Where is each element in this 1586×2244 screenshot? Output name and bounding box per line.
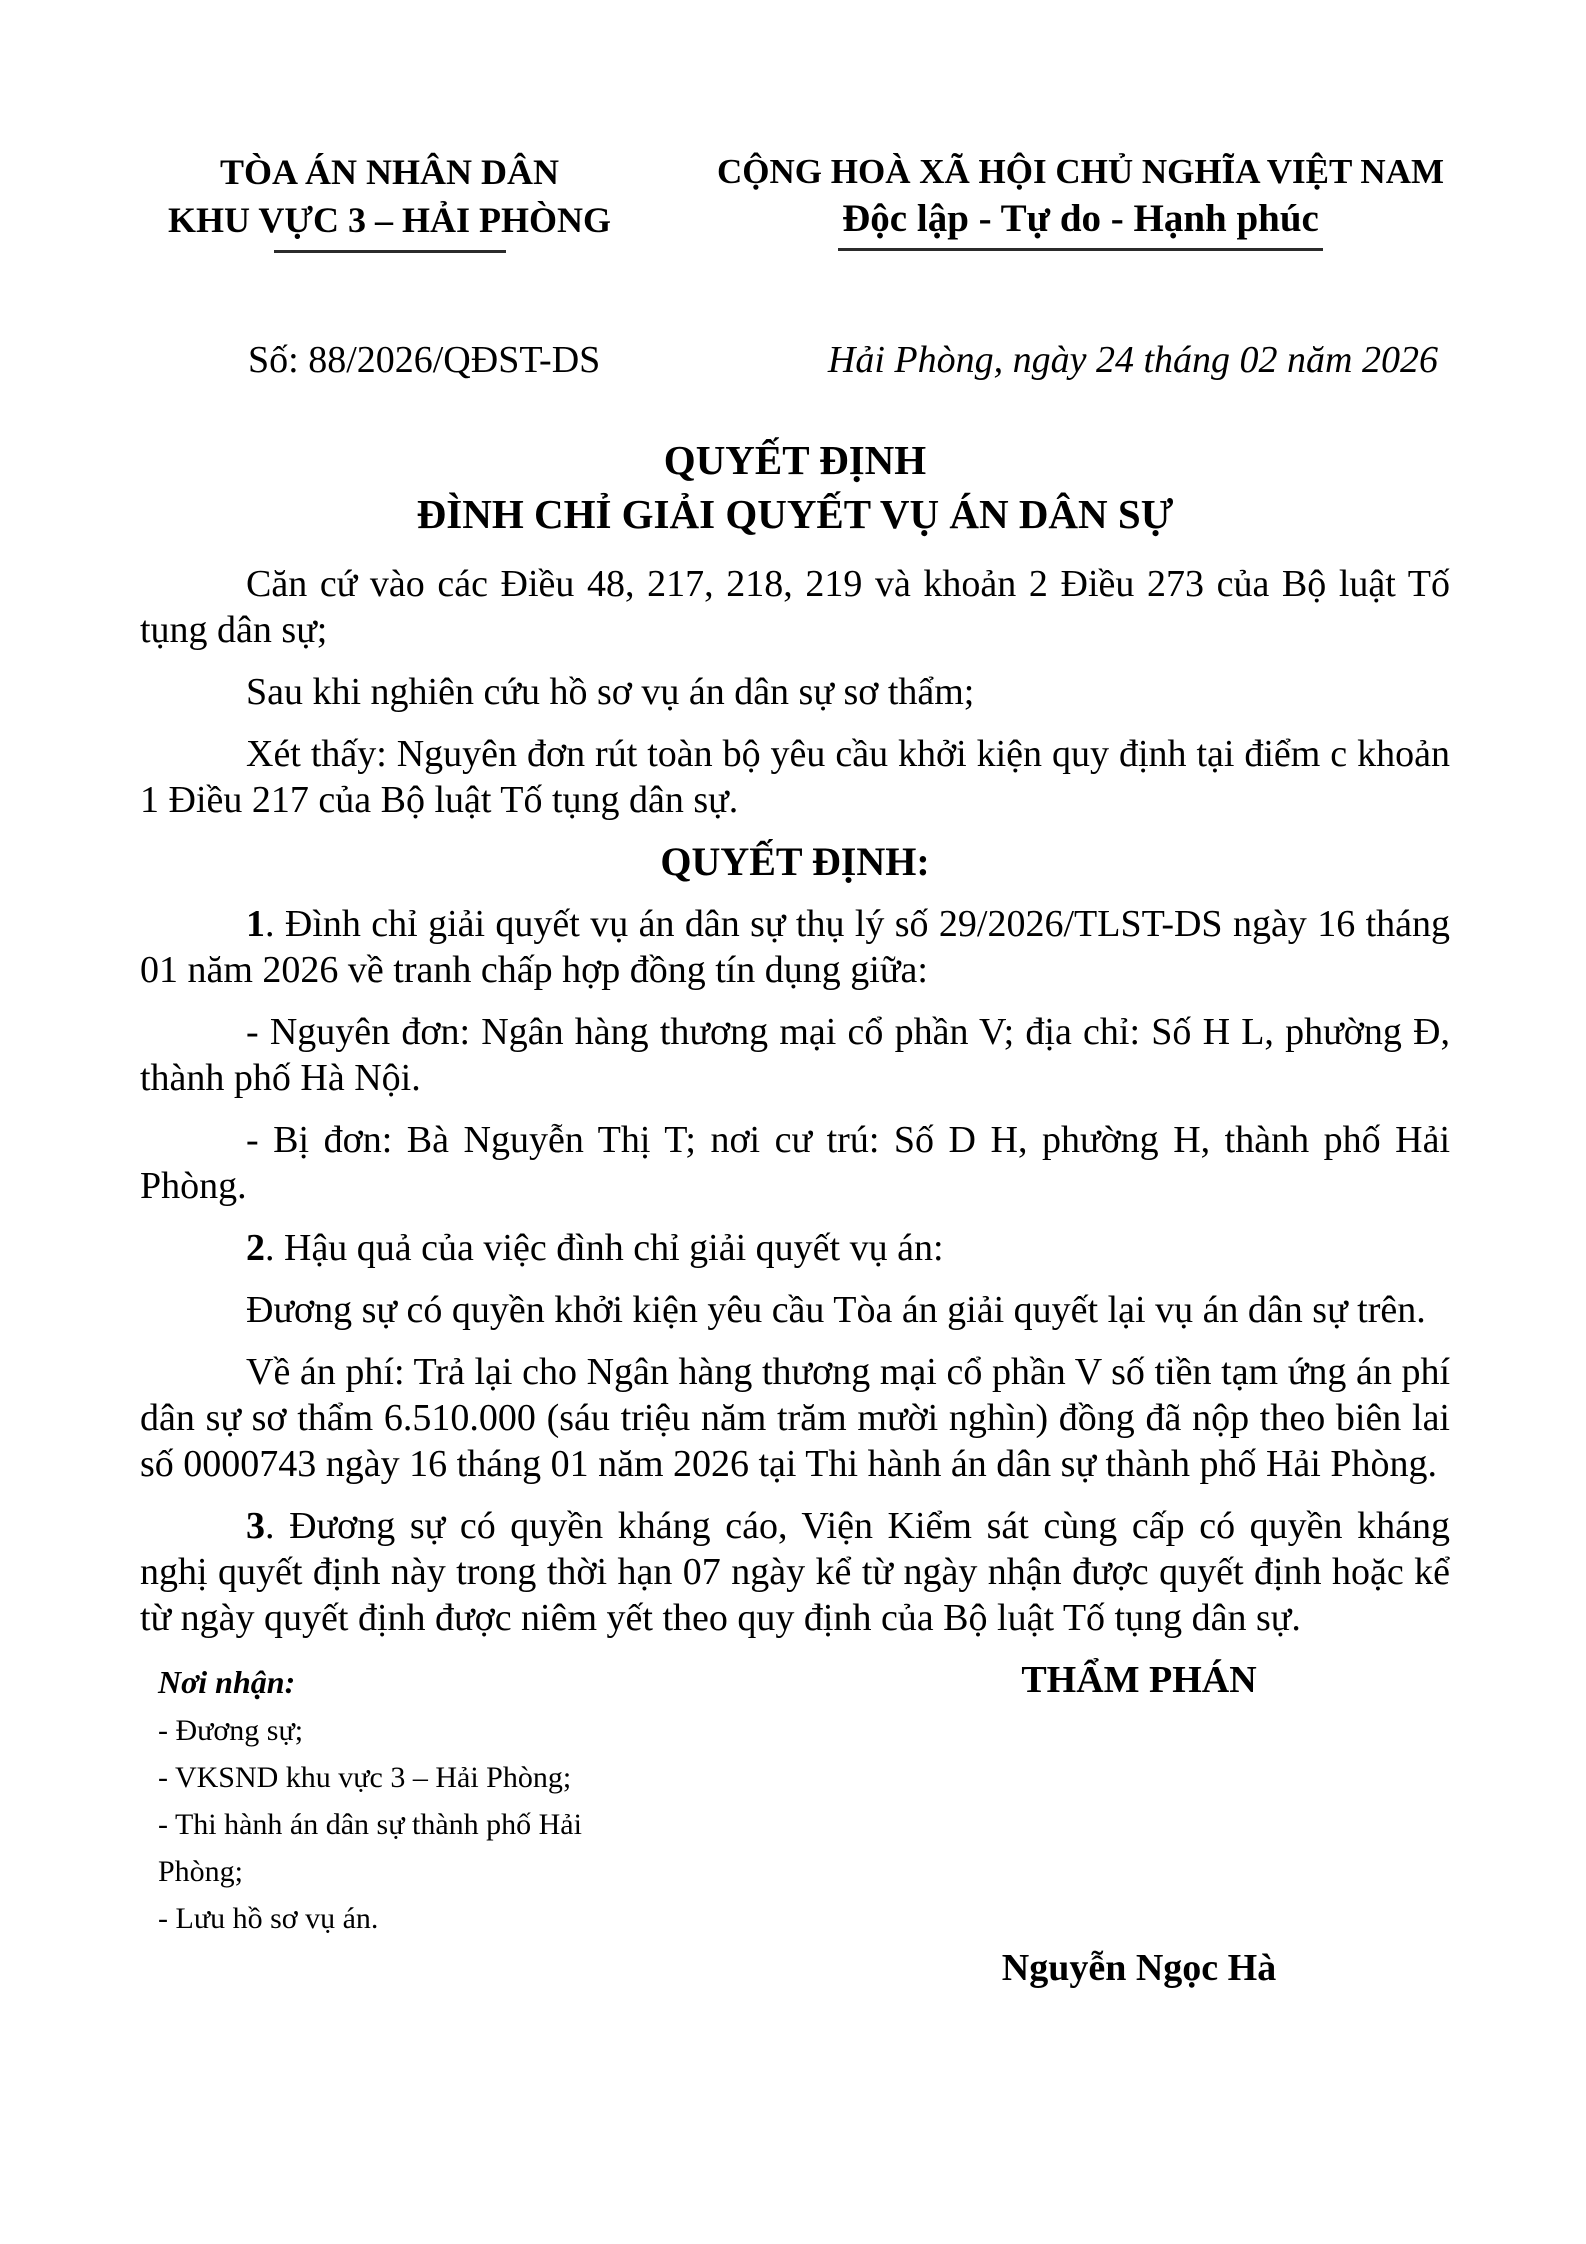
article-number: 2 bbox=[246, 1227, 265, 1269]
defendant-paragraph bbox=[140, 1117, 1450, 1209]
meta-row bbox=[140, 337, 1450, 383]
article-paragraph-1 bbox=[140, 901, 1450, 993]
article-text: . Đương sự có quyền kháng cáo, Viện Kiểm sát cùng cấp có quyền kháng nghị quyết định này trong thời hạn 07 ngày kể từ ngày nhận được quyết định hoặc kể từ ngày quyết định được niêm yết theo quy định của Bộ luật Tố tụng dân sự. bbox=[140, 1505, 1450, 1639]
recipient-item: - Lưu hồ sơ vụ án. bbox=[158, 1902, 379, 1935]
signature-block bbox=[828, 1657, 1450, 1991]
recipient-item: - Thi hành án dân sự thành phố Hải Phòng; bbox=[158, 1808, 582, 1888]
document-title bbox=[140, 433, 1450, 541]
court-name-line2: KHU VỰC 3 – HẢI PHÒNG bbox=[168, 200, 612, 240]
court-name-underline bbox=[274, 250, 506, 253]
consequence-paragraph bbox=[140, 1287, 1450, 1333]
court-fee-paragraph bbox=[140, 1349, 1450, 1487]
article-text: Đương sự có quyền khởi kiện yêu cầu Tòa án giải quyết lại vụ án dân sự trên. bbox=[246, 1289, 1426, 1331]
issuing-court-block bbox=[168, 148, 611, 253]
article-number: 1 bbox=[246, 903, 265, 945]
national-motto-block bbox=[717, 148, 1444, 251]
plaintiff-paragraph bbox=[140, 1009, 1450, 1101]
article-text: . Đình chỉ giải quyết vụ án dân sự thụ lý số 29/2026/TLST-DS ngày 16 tháng 01 năm 2026 về tranh chấp hợp đồng tín dụng giữa: bbox=[140, 903, 1450, 991]
title-line2: ĐÌNH CHỈ GIẢI QUYẾT VỤ ÁN DÂN SỰ bbox=[416, 491, 1174, 537]
article-paragraph-2 bbox=[140, 1225, 1450, 1271]
article-text: . Hậu quả của việc đình chỉ giải quyết vụ án: bbox=[265, 1227, 944, 1269]
recipient-item: - Đương sự; bbox=[158, 1714, 304, 1747]
article-number: 3 bbox=[246, 1505, 265, 1547]
recipients-label: Nơi nhận: bbox=[158, 1664, 296, 1700]
article-paragraph-3 bbox=[140, 1503, 1450, 1641]
document-header bbox=[140, 148, 1450, 253]
document-body bbox=[140, 561, 1450, 1641]
preamble-paragraph: Xét thấy: Nguyên đơn rút toàn bộ yêu cầu khởi kiện quy định tại điểm c khoản 1 Điều 217 của Bộ luật Tố tụng dân sự. bbox=[140, 733, 1450, 821]
signer-title: THẨM PHÁN bbox=[1021, 1659, 1257, 1701]
preamble-paragraph: Sau khi nghiên cứu hồ sơ vụ án dân sự sơ thẩm; bbox=[246, 671, 975, 713]
signer-name: Nguyễn Ngọc Hà bbox=[1001, 1947, 1277, 1989]
decision-heading: QUYẾT ĐỊNH: bbox=[660, 839, 930, 884]
recipients-block bbox=[140, 1657, 610, 1942]
place-and-date: Hải Phòng, ngày 24 tháng 02 năm 2026 bbox=[827, 339, 1438, 381]
article-text: - Nguyên đơn: Ngân hàng thương mại cổ phần V; địa chỉ: Số H L, phường Đ, thành phố Hà Nội. bbox=[140, 1011, 1450, 1099]
recipient-item: - VKSND khu vực 3 – Hải Phòng; bbox=[158, 1761, 572, 1794]
article-text: - Bị đơn: Bà Nguyễn Thị T; nơi cư trú: Số D H, phường H, thành phố Hải Phòng. bbox=[140, 1119, 1450, 1207]
article-text: Về án phí: Trả lại cho Ngân hàng thương mại cổ phần V số tiền tạm ứng án phí dân sự sơ thẩm 6.510.000 (sáu triệu năm trăm mười nghìn) đồng đã nộp theo biên lai số 0000743 ngày 16 tháng 01 năm 2026 tại Thi hành án dân sự thành phố Hải Phòng. bbox=[140, 1351, 1450, 1485]
national-title: CỘNG HOÀ XÃ HỘI CHỦ NGHĨA VIỆT NAM bbox=[717, 152, 1444, 191]
preamble-paragraph: Căn cứ vào các Điều 48, 217, 218, 219 và khoản 2 Điều 273 của Bộ luật Tố tụng dân sự; bbox=[140, 563, 1450, 651]
title-line1: QUYẾT ĐỊNH bbox=[663, 437, 927, 483]
document-footer bbox=[140, 1657, 1450, 1991]
national-motto: Độc lập - Tự do - Hạnh phúc bbox=[838, 196, 1323, 251]
court-name-line1: TÒA ÁN NHÂN DÂN bbox=[220, 152, 560, 192]
document-number: Số: 88/2026/QĐST-DS bbox=[248, 339, 601, 381]
